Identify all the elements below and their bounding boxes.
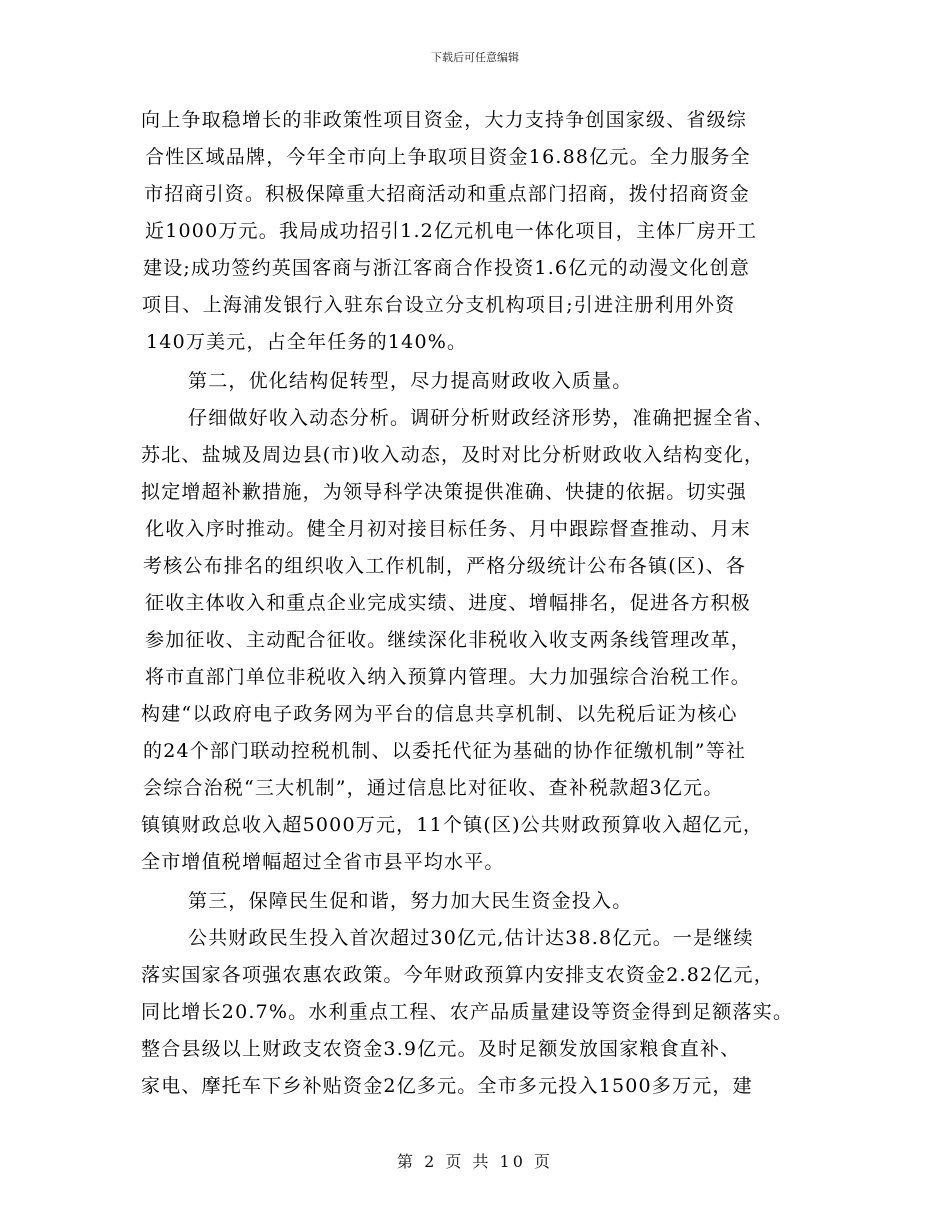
section-heading: 第二，优化结构促转型，尽力提高财政收入质量。: [188, 370, 633, 392]
text-line: 考核公布排名的组织收入工作机制，严格分级统计公布各镇(区)、各: [143, 555, 747, 577]
text-line: 近1000万元。我局成功招引1.2亿元机电一体化项目，主体厂房开工: [145, 220, 758, 242]
text-line: 落实国家各项强农惠农政策。今年财政预算内安排支农资金2.82亿元，: [141, 964, 774, 986]
text-line: 家电、摩托车下乡补贴资金2亿多元。全市多元投入1500多万元，建: [141, 1075, 753, 1097]
text-line: 全市增值税增幅超过全省市县平均水平。: [141, 851, 505, 873]
text-line: 拟定增超补歉措施，为领导科学决策提供准确、快捷的依据。切实强: [141, 481, 748, 503]
text-line: 的24个部门联动控税机制、以委托代征为基础的协作征缴机制”等社: [143, 740, 747, 762]
text-line: 构建“以政府电子政务网为平台的信息共享机制、以先税后证为核心: [141, 703, 738, 725]
text-line: 140万美元，占全年任务的140%。: [146, 331, 468, 353]
text-line: 合性区域品牌，今年全市向上争取项目资金16.88亿元。全力服务全: [145, 146, 751, 168]
text-line: 市招商引资。积极保障重大招商活动和重点部门招商，拨付招商资金: [144, 183, 751, 205]
section-heading: 第三，保障民生促和谐，努力加大民生资金投入。: [188, 890, 633, 912]
text-line: 苏北、盐城及周边县(市)收入动态，及时对比分析财政收入结构变化，: [141, 444, 765, 466]
page-header: 下载后可任意编辑: [431, 51, 519, 64]
page-number: 第 2 页 共 10 页: [397, 1152, 553, 1171]
text-line: 向上争取稳增长的非政策性项目资金，大力支持争创国家级、省级综: [141, 109, 748, 131]
text-line: 化收入序时推动。健全月初对接目标任务、月中跟踪督查推动、月末: [145, 518, 752, 540]
text-line: 公共财政民生投入首次超过30亿元,估计达38.8亿元。一是继续: [188, 927, 754, 949]
text-line: 会综合治税“三大机制”，通过信息比对征收、查补税款超3亿元。: [143, 777, 724, 799]
text-line: 将市直部门单位非税收入纳入预算内管理。大力加强综合治税工作。: [145, 666, 752, 688]
text-line: 同比增长20.7%。水利重点工程、农产品质量建设等资金得到足额落实。: [141, 1001, 794, 1023]
text-line: 项目、上海浦发银行入驻东台设立分支机构项目;引进注册利用外资: [142, 294, 736, 316]
text-line: 征收主体收入和重点企业完成实绩、进度、增幅排名，促进各方积极: [145, 592, 752, 614]
text-line: 整合县级以上财政支农资金3.9亿元。及时足额发放国家粮食直补、: [141, 1038, 741, 1060]
text-line: 参加征收、主动配合征收。继续深化非税收入收支两条线管理改革，: [145, 629, 752, 651]
text-line: 镇镇财政总收入超5000万元，11个镇(区)公共财政预算收入超亿元，: [141, 814, 764, 836]
text-line: 建设;成功签约英国客商与浙江客商合作投资1.6亿元的动漫文化创意: [143, 257, 751, 279]
text-line: 仔细做好收入动态分析。调研分析财政经济形势，准确把握全省、: [188, 407, 774, 429]
